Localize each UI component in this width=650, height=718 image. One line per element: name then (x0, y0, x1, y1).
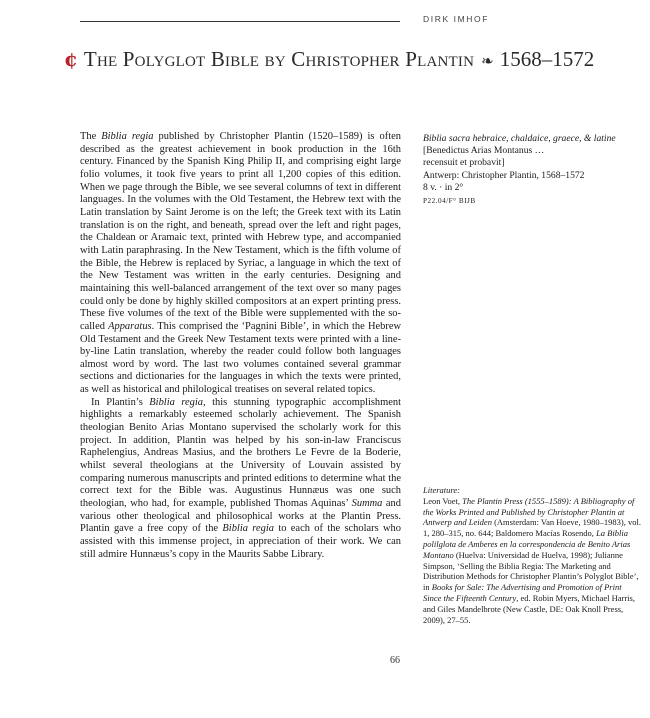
paragraph-2: In Plantin’s Biblia regia, this stunning typographic accomplishment highlights a remarkably esteemed scholarly achievement. The Spanish theologian Benito Arias Montano supervised the scholarly work for this project. In addition, Plantin was helped by his son-in-law Franciscus Raphelengius, Andreas Masius, and the brothers Le Fevre de la Boderie, whilst several theologians at the University of Louvain assisted by comparing numerous manuscripts and printed editions to determine what the correct text for the Bible was. Augustinus Hunnæus was one such theologian, who had, for example, published Thomas Aquinas’ Summa and various other theological and philosophical works at the Plantin Press. Plantin gave a free copy of the Biblia regia to each of the scholars who assisted with this immense project, in appreciation of their work. We can still admire Hunnæus’s copy in the Maurits Sabbe Library. (80, 396, 401, 560)
header-rule (80, 21, 400, 22)
chapter-title (64, 47, 624, 72)
title-text: The Polyglot Bible by Christopher Plantin (83, 47, 475, 71)
literature-heading: Literature: (423, 485, 460, 495)
paragraph-1: The Biblia regia published by Christopher Plantin (1520–1589) is often described as the greatest achievement in book production in the 16th century. Financed by the Spanish King Philip II, and comprising eight large folio volumes, it took five years to print all 1,200 copies of this edition. When we page through the Bible, we see several columns of text in different languages. In the volumes with the Old Testament, the Hebrew text with the Latin translation by Saint Jerome is on the left; the Greek text with its Latin translation is on the right, and beneath, spread over the left and right pages, the Chaldean or Aramaic text, printed with Hebrew type, and accompanied with Latin paraphrasing. In the New Testament, which is the fifth volume of the Bible, the Hebrew is replaced by Syriac, a language in which the text of the New Testament was written in the early centuries. Designing and maintaining this well-balanced arrangement of the text over so many pages could only be done by highly skilled compositors at an expert printing press. These five volumes of the text of the Bible were supplemented with the so-called Apparatus. This comprised the ‘Pagnini Bible’, in which the Hebrew Old Testament and the Greek New Testament texts were printed with a line-by-line Latin translation, whereby the reader could follow both languages almost word by word. The last two volumes contained several grammar sections and dictionaries for the languages in which the texts were printed, as well as historical and philological treatises on several related topics. (80, 131, 401, 396)
reference-shelfmark: P22.04/F° BIJB (423, 197, 476, 206)
body-text (80, 131, 401, 561)
page-number: 66 (390, 655, 400, 666)
literature-text: Leon Voet, The Plantin Press (1555–1589): A Bibliography of the Works Printed and Published by Christopher Plantin at Antwerp and Leiden (Amsterdam: Van Hoeve, 1980–1983), vol. 1, 280–315, no. 644; Baldomero Macías Rosendo, La Biblia polilglota de Amberes en la correspondencia de Benito Arias Montano (Huelva: Universidad de Huelva, 1998); Julianne Simpson, ‘Selling the Biblia Regia: The Marketing and Distribution Methods for Christopher Plantin’s Polyglot Bible’, in Books for Sale: The Advertising and Promotion of Print Since the Fifteenth Century, ed. Robin Myers, Michael Harris, and Giles Mandelbrote (New Castle, DE: Oak Knoll Press, 2009), 27–55. (423, 495, 641, 625)
title-dates: 1568–1572 (499, 47, 595, 71)
reference-format: 8 v. · in 2° (423, 181, 464, 193)
reference-editor-line-2: recensuit et probavit] (423, 157, 505, 169)
reference-title: Biblia sacra hebraice, chaldaice, graece, & latine (423, 133, 616, 144)
bibliographic-reference (423, 133, 623, 207)
running-head-author: DIRK IMHOF (423, 14, 490, 24)
section-mark-icon: ¢ (64, 47, 78, 71)
literature-note (423, 485, 641, 625)
reference-imprint: Antwerp: Christopher Plantin, 1568–1572 (423, 169, 585, 181)
fleuron-icon: ❧ (481, 52, 494, 70)
reference-editor-line-1: [Benedictus Arias Montanus … (423, 145, 545, 157)
